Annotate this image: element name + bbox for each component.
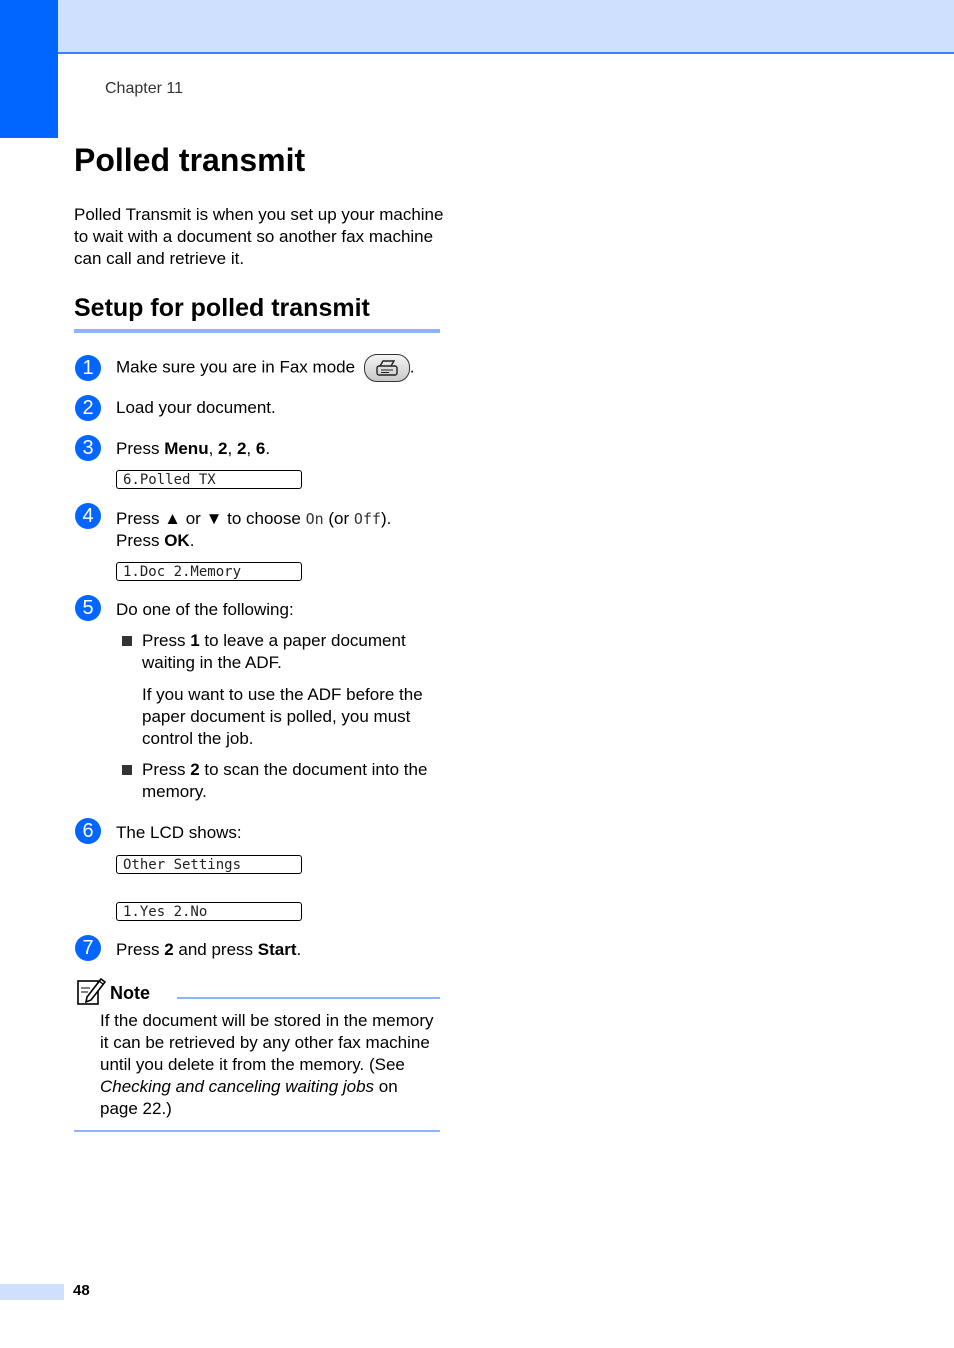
menu-key: Menu: [164, 439, 209, 458]
key-6: 6: [255, 439, 266, 458]
note-pencil-icon: [76, 976, 106, 1006]
b1-pre: Press: [142, 631, 191, 650]
b2-key: 2: [190, 760, 200, 779]
step-3-text: Press Menu, 2, 2, 6.: [116, 439, 271, 458]
step-2-number: 2: [75, 395, 101, 421]
step-7-text: Press 2 and press Start.: [116, 940, 302, 959]
intro-paragraph: Polled Transmit is when you set up your machine to wait with a document so another fax machine can call and retrieve it.: [74, 205, 444, 268]
ok-key: OK: [164, 531, 190, 550]
lcd-display-yes-no: 1.Yes 2.No: [116, 902, 302, 921]
chapter-tab: [0, 0, 58, 138]
step-4-post: ).: [380, 509, 392, 528]
page-number: 48: [73, 1282, 90, 1299]
key-2b: 2: [236, 439, 247, 458]
s7-mid: and press: [173, 940, 258, 959]
header-band: [0, 0, 954, 54]
bullet-option-1: [122, 630, 442, 674]
section-title: Setup for polled transmit: [74, 294, 440, 333]
lcd-display-polled-tx: 6.Polled TX: [116, 470, 302, 489]
adf-note-paragraph: If you want to use the ADF before the paper document is polled, you must control the job.: [142, 685, 423, 748]
note-link-text: Checking and canceling waiting jobs: [100, 1077, 375, 1096]
note-text-post: on page 22.): [100, 1077, 398, 1118]
note-bottom-rule: [74, 1130, 440, 1132]
step-2-text: Load your document.: [116, 398, 276, 417]
bullet-option-2: [122, 759, 442, 803]
s7-pre: Press: [116, 940, 165, 959]
bullet-square: [122, 636, 132, 646]
note-text: [100, 1010, 440, 1120]
step-1-label: Make sure you are in Fax mode: [116, 357, 356, 377]
step-5-number: 5: [75, 595, 101, 621]
note-text-pre: If the document will be stored in the memory it can be retrieved by any other fax machine until you delete it from the memory. (See: [100, 1011, 434, 1074]
step-4-number: 4: [75, 503, 101, 529]
note-label: Note: [110, 983, 150, 1003]
step-6-number: 6: [75, 818, 101, 844]
step-3-number: 3: [75, 435, 101, 461]
step-7-number: 7: [75, 935, 101, 961]
key-2a: 2: [218, 439, 228, 458]
bullet-square: [122, 765, 132, 775]
b2-post: to scan the document into the memory.: [142, 760, 428, 801]
step-6-text: The LCD shows:: [116, 823, 242, 842]
step-5-text: Do one of the following:: [116, 600, 294, 619]
step-3-pre: Press: [116, 439, 165, 458]
fax-icon: [375, 359, 399, 377]
step-4-mid: (or: [323, 509, 354, 528]
start-key: Start: [257, 940, 297, 959]
step-1-number: 1: [75, 355, 101, 381]
lcd-display-doc-memory: 1.Doc 2.Memory: [116, 562, 302, 581]
page-title: Polled transmit: [74, 142, 306, 178]
fax-mode-button: [364, 354, 410, 382]
on-option: On: [305, 510, 324, 528]
step-4-press: Press: [116, 531, 165, 550]
chapter-label: Chapter 11: [105, 80, 183, 97]
b2-pre: Press: [142, 760, 191, 779]
b1-post: to leave a paper document waiting in the ADF.: [142, 631, 406, 672]
lcd-display-other-settings: Other Settings: [116, 855, 302, 874]
step-4-pre: Press ▲ or ▼ to choose: [116, 509, 306, 528]
step-1-text: Make sure you are in Fax mode .: [116, 354, 446, 382]
step-4-text: Press ▲ or ▼ to choose On (or Off). Press OK.: [116, 509, 392, 550]
b1-key: 1: [190, 631, 200, 650]
off-option: Off: [353, 510, 381, 528]
note-divider: [177, 997, 440, 999]
s7-key: 2: [164, 940, 174, 959]
footer-bar: [0, 1284, 64, 1300]
